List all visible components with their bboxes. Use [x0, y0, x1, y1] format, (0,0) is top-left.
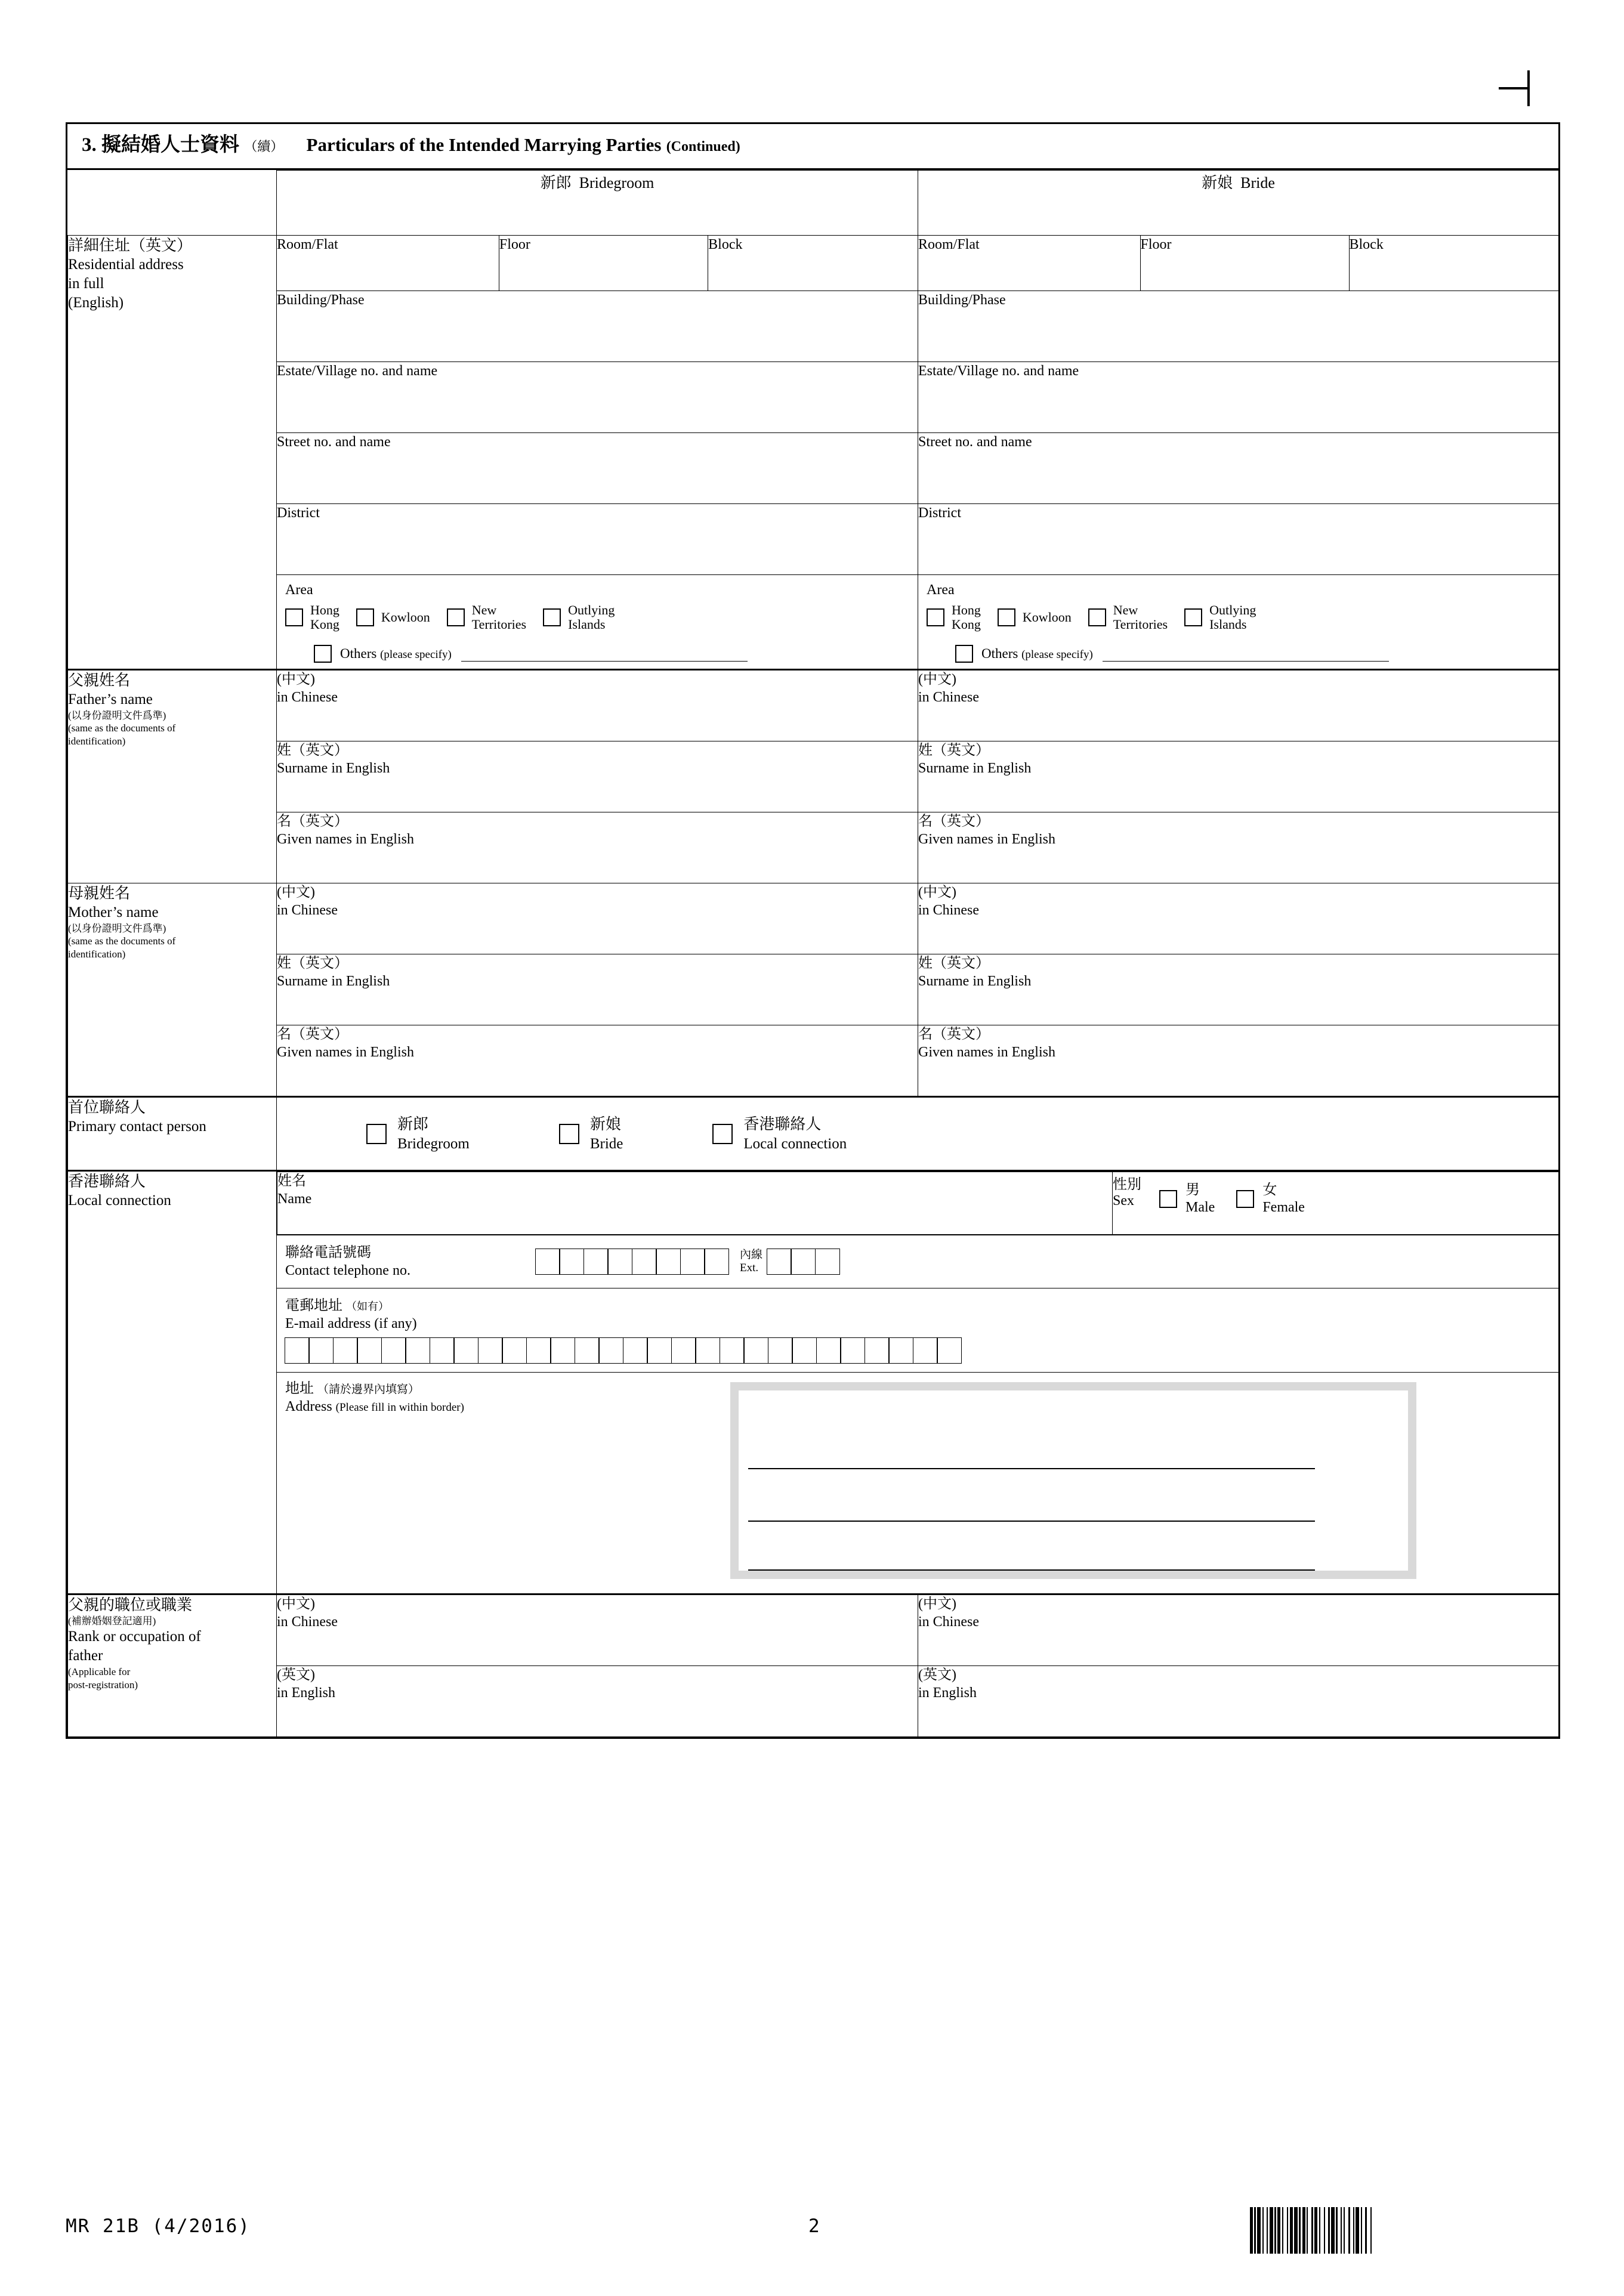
residential-label-en2: in full: [68, 275, 104, 292]
section-title-chinese: 擬結婚人士資料: [101, 134, 239, 156]
br-estate-village-field[interactable]: [918, 361, 1558, 432]
father-occupation-label-en1: Rank or occupation of: [68, 1628, 201, 1645]
local-connection-block: [277, 1170, 1559, 1594]
character-box[interactable]: [285, 1337, 310, 1364]
br-room-flat-field[interactable]: [918, 236, 1140, 291]
bg-district-label: District: [277, 505, 320, 521]
br-floor-field[interactable]: [1140, 236, 1349, 291]
br-street-field[interactable]: [918, 432, 1558, 503]
checkbox-icon[interactable]: [998, 608, 1015, 626]
crop-mark: [1499, 70, 1552, 106]
residential-label-en1: Residential address: [68, 256, 184, 273]
bg-building-phase-label: Building/Phase: [277, 292, 365, 308]
br-father-surname-field[interactable]: 姓（英文） Surname in English: [918, 741, 1558, 812]
mother-name-label: [68, 883, 277, 1096]
checkbox-icon[interactable]: [356, 608, 374, 626]
bg-area-others[interactable]: Others (please specify): [285, 645, 918, 663]
character-box[interactable]: [478, 1337, 503, 1364]
br-floor-label: Floor: [1140, 236, 1172, 252]
bride-mother-name-block: [918, 883, 1559, 1096]
character-box[interactable]: [381, 1337, 406, 1364]
br-area-label: Area: [927, 582, 955, 598]
bg-father-surname-field[interactable]: 姓（英文） Surname in English: [277, 741, 918, 812]
primary-contact-option-local-connection[interactable]: 香港聯絡人 Local connection: [712, 1114, 847, 1154]
character-box[interactable]: [430, 1337, 455, 1364]
row-father-name: [68, 669, 1559, 883]
br-room-flat-label: Room/Flat: [918, 236, 980, 252]
bg-area-label: Area: [285, 582, 313, 598]
bg-area-hongkong[interactable]: Hong Kong: [285, 603, 339, 632]
section-continued-english: (Continued): [666, 139, 740, 154]
header-bride: [918, 170, 1559, 235]
father-name-note-en1: (same as the documents of: [68, 722, 176, 734]
bg-estate-village-label: Estate/Village no. and name: [277, 363, 438, 379]
bg-block-field[interactable]: [708, 236, 918, 291]
br-father-chinese-field[interactable]: (中文) in Chinese: [918, 670, 1558, 741]
character-box[interactable]: [704, 1249, 729, 1275]
mother-name-note-cn: (以身份證明文件爲準): [68, 923, 166, 935]
character-box[interactable]: [583, 1249, 609, 1275]
header-blank-cell: [68, 170, 277, 235]
residential-address-label: [68, 235, 277, 669]
bg-block-label: Block: [708, 236, 743, 252]
bg-father-occupation-chinese-field[interactable]: (中文) in Chinese: [277, 1595, 918, 1666]
bg-district-field[interactable]: [277, 503, 918, 574]
br-district-label: District: [918, 505, 961, 521]
checkbox-icon[interactable]: [559, 1124, 579, 1144]
father-occupation-label-cn: 父親的職位或職業: [68, 1596, 193, 1614]
mother-name-label-en: Mother’s name: [68, 904, 159, 921]
br-street-label: Street no. and name: [918, 434, 1032, 450]
sex-option-male[interactable]: 男 Male: [1159, 1182, 1215, 1216]
address-label: 地址 （請於邊界內填寫） Address (Please fill in within border): [285, 1380, 464, 1414]
br-area-hongkong[interactable]: Hong Kong: [927, 603, 981, 632]
character-box[interactable]: [743, 1337, 768, 1364]
checkbox-icon[interactable]: [285, 608, 303, 626]
bridegroom-father-occupation-block: [277, 1594, 918, 1736]
character-box[interactable]: [815, 1249, 840, 1275]
bg-building-phase-field[interactable]: [277, 291, 918, 361]
character-box[interactable]: [937, 1337, 962, 1364]
character-box[interactable]: [695, 1337, 720, 1364]
page-number: 2: [808, 2215, 820, 2237]
br-estate-village-label: Estate/Village no. and name: [918, 363, 1079, 379]
checkbox-icon[interactable]: [927, 608, 944, 626]
email-address-boxes[interactable]: [277, 1333, 1558, 1372]
father-name-label-en: Father’s name: [68, 691, 153, 708]
primary-contact-options: [277, 1096, 1559, 1170]
mother-name-note-en2: identification): [68, 948, 126, 960]
father-occupation-note-en2: post-registration): [68, 1679, 138, 1691]
character-box[interactable]: [607, 1249, 632, 1275]
character-box[interactable]: [816, 1337, 841, 1364]
local-connection-address-row: [277, 1372, 1558, 1593]
bride-father-name-block: [918, 669, 1559, 883]
father-occupation-note-en1: (Applicable for: [68, 1666, 131, 1678]
bg-area-others-input[interactable]: [461, 645, 748, 662]
character-box[interactable]: [632, 1249, 657, 1275]
bridegroom-mother-name-block: [277, 883, 918, 1096]
header-bride-en: Bride: [1240, 174, 1275, 191]
father-name-label: [68, 669, 277, 883]
row-primary-contact: [68, 1096, 1559, 1170]
character-box[interactable]: [535, 1249, 560, 1275]
father-occupation-label-en2: father: [68, 1648, 103, 1664]
local-connection-sex-field: 性別 Sex 男 Male 女 Female: [1113, 1172, 1560, 1234]
father-occupation-label: [68, 1594, 277, 1736]
bg-street-field[interactable]: [277, 432, 918, 503]
bg-floor-field[interactable]: [499, 236, 708, 291]
primary-contact-label-cn: 首位聯絡人: [68, 1098, 146, 1116]
br-district-field[interactable]: [918, 503, 1558, 574]
section-number: 3.: [82, 134, 97, 156]
character-box[interactable]: [453, 1337, 478, 1364]
bg-street-label: Street no. and name: [277, 434, 391, 450]
local-connection-label-en: Local connection: [68, 1192, 171, 1209]
header-bride-cn: 新娘: [1202, 174, 1233, 191]
phone-number-boxes[interactable]: [536, 1249, 729, 1275]
phone-ext-boxes[interactable]: [767, 1249, 840, 1275]
bride-father-occupation-block: [918, 1594, 1559, 1736]
checkbox-icon[interactable]: [712, 1124, 733, 1144]
br-building-phase-field[interactable]: [918, 291, 1558, 361]
address-input-box[interactable]: [730, 1382, 1416, 1579]
br-area-others-input[interactable]: [1103, 645, 1389, 662]
character-box[interactable]: [357, 1337, 382, 1364]
checkbox-icon[interactable]: [1184, 608, 1202, 626]
local-connection-email-row: 電郵地址 （如有） E-mail address (if any): [277, 1288, 1558, 1372]
br-area-others[interactable]: Others (please specify): [927, 645, 1558, 663]
character-box[interactable]: [791, 1249, 816, 1275]
local-connection-name-row: [277, 1172, 1558, 1235]
character-box[interactable]: [550, 1337, 575, 1364]
father-name-note-cn: (以身份證明文件爲準): [68, 710, 166, 722]
local-connection-label-cn: 香港聯絡人: [68, 1172, 146, 1190]
primary-contact-label: [68, 1096, 277, 1170]
checkbox-icon[interactable]: [1236, 1190, 1254, 1208]
bg-mother-given-field[interactable]: 名（英文） Given names in English: [277, 1025, 918, 1096]
barcode: [1250, 2207, 1560, 2254]
character-box[interactable]: [647, 1337, 672, 1364]
character-box[interactable]: [888, 1337, 913, 1364]
bg-floor-label: Floor: [499, 236, 530, 252]
bg-father-given-field[interactable]: 名（英文） Given names in English: [277, 812, 918, 883]
character-box[interactable]: [559, 1249, 584, 1275]
row-father-occupation: [68, 1594, 1559, 1736]
bg-father-occupation-english-field[interactable]: (英文) in English: [277, 1665, 918, 1736]
header-bridegroom-en: Bridegroom: [579, 174, 654, 191]
br-mother-given-field[interactable]: 名（英文） Given names in English: [918, 1025, 1558, 1096]
character-box[interactable]: [308, 1337, 334, 1364]
bg-father-chinese-field[interactable]: (中文) in Chinese: [277, 670, 918, 741]
checkbox-icon[interactable]: [543, 608, 561, 626]
bg-area-outlying-islands[interactable]: Outlying Islands: [543, 603, 615, 632]
br-block-field[interactable]: [1349, 236, 1558, 291]
checkbox-icon[interactable]: [1088, 608, 1106, 626]
mother-name-note-en1: (same as the documents of: [68, 935, 176, 947]
character-box[interactable]: [720, 1337, 745, 1364]
character-box[interactable]: [526, 1337, 551, 1364]
primary-contact-label-en: Primary contact person: [68, 1118, 206, 1135]
br-area-outlying-islands[interactable]: Outlying Islands: [1184, 603, 1256, 632]
br-father-occupation-english-field[interactable]: (英文) in English: [918, 1665, 1558, 1736]
br-mother-chinese-field[interactable]: (中文) in Chinese: [918, 883, 1558, 954]
sex-option-female[interactable]: 女 Female: [1236, 1182, 1305, 1216]
bridegroom-address-block: [277, 235, 918, 669]
page-footer: [66, 2207, 1560, 2261]
bg-mother-surname-field[interactable]: 姓（英文） Surname in English: [277, 954, 918, 1025]
character-box[interactable]: [405, 1337, 430, 1364]
br-area-new-territories[interactable]: New Territories: [1088, 603, 1168, 632]
character-box[interactable]: [768, 1337, 793, 1364]
br-building-phase-label: Building/Phase: [918, 292, 1006, 308]
section-title: [67, 124, 1558, 170]
character-box[interactable]: [840, 1337, 865, 1364]
br-block-label: Block: [1349, 236, 1384, 252]
br-area-kowloon[interactable]: Kowloon: [998, 608, 1072, 626]
character-box[interactable]: [598, 1337, 623, 1364]
character-box[interactable]: [623, 1337, 648, 1364]
character-box[interactable]: [792, 1337, 817, 1364]
primary-contact-option-bride[interactable]: 新娘 Bride: [559, 1114, 623, 1154]
character-box[interactable]: [865, 1337, 890, 1364]
bg-room-flat-field[interactable]: [277, 236, 499, 291]
header-bridegroom-cn: 新郎: [540, 174, 572, 191]
character-box[interactable]: [656, 1249, 681, 1275]
checkbox-icon[interactable]: [447, 608, 465, 626]
local-connection-name-field[interactable]: 姓名 Name: [277, 1172, 1113, 1234]
br-father-occupation-chinese-field[interactable]: (中文) in Chinese: [918, 1595, 1558, 1666]
section-continued-chinese: （續）: [244, 139, 284, 154]
row-residential-address: [68, 235, 1559, 669]
father-name-note-en2: identification): [68, 735, 126, 747]
row-local-connection: [68, 1170, 1559, 1594]
section-title-english: Particulars of the Intended Marrying Parties: [306, 134, 662, 155]
residential-label-en3: (English): [68, 294, 124, 311]
character-box[interactable]: [767, 1249, 792, 1275]
father-name-label-cn: 父親姓名: [68, 671, 131, 689]
character-box[interactable]: [333, 1337, 358, 1364]
character-box[interactable]: [913, 1337, 938, 1364]
bg-room-flat-label: Room/Flat: [277, 236, 338, 252]
checkbox-icon[interactable]: [1159, 1190, 1177, 1208]
checkbox-icon[interactable]: [955, 645, 973, 663]
local-connection-phone-row: 聯絡電話號碼 Contact telephone no. 內線 Ext.: [277, 1235, 1558, 1288]
main-grid: [67, 170, 1559, 1737]
header-bridegroom: [277, 170, 918, 235]
father-occupation-note-cn: (補辦婚姻登記適用): [68, 1615, 156, 1627]
local-connection-label: [68, 1170, 277, 1594]
row-mother-name: [68, 883, 1559, 1096]
character-box[interactable]: [502, 1337, 527, 1364]
checkbox-icon[interactable]: [366, 1124, 387, 1144]
primary-contact-option-bridegroom[interactable]: 新郎 Bridegroom: [366, 1114, 470, 1154]
bg-area-field: [277, 574, 918, 669]
form-container: [66, 122, 1560, 1739]
bg-estate-village-field[interactable]: [277, 361, 918, 432]
form-code: MR 21B (4/2016): [66, 2215, 251, 2237]
bg-area-kowloon[interactable]: Kowloon: [356, 608, 430, 626]
party-header-row: [68, 170, 1559, 235]
character-box[interactable]: [671, 1337, 696, 1364]
character-box[interactable]: [680, 1249, 705, 1275]
bridegroom-father-name-block: [277, 669, 918, 883]
mother-name-label-cn: 母親姓名: [68, 884, 131, 902]
character-box[interactable]: [575, 1337, 600, 1364]
br-father-given-field[interactable]: 名（英文） Given names in English: [918, 812, 1558, 883]
residential-label-cn: 詳細住址（英文）: [68, 236, 193, 254]
checkbox-icon[interactable]: [314, 645, 332, 663]
bg-mother-chinese-field[interactable]: (中文) in Chinese: [277, 883, 918, 954]
br-mother-surname-field[interactable]: 姓（英文） Surname in English: [918, 954, 1558, 1025]
bride-address-block: [918, 235, 1559, 669]
bg-area-new-territories[interactable]: New Territories: [447, 603, 526, 632]
br-area-field: [918, 574, 1558, 669]
